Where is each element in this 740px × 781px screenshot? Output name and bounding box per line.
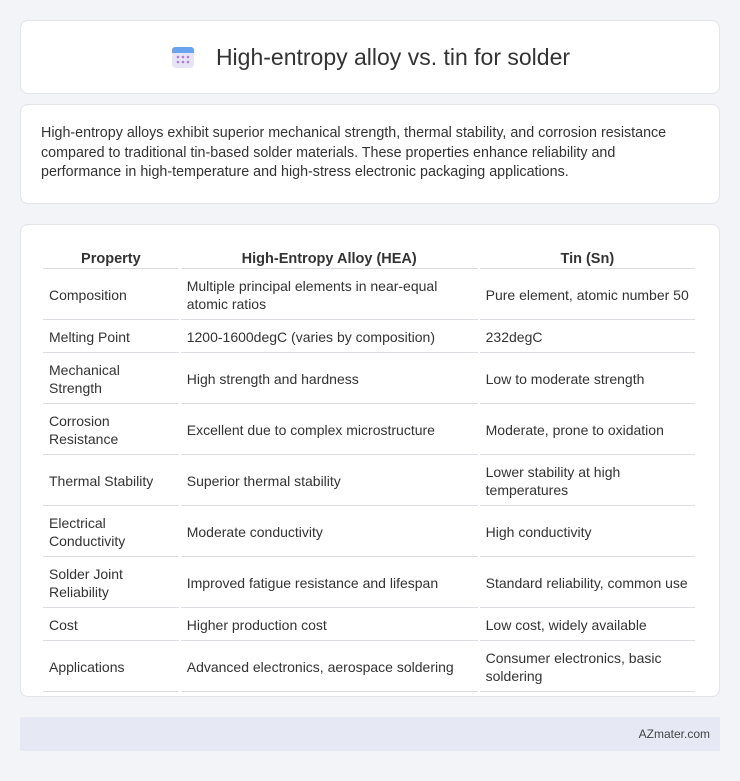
table-header-row (43, 247, 695, 269)
cell-tin: Standard reliability, common use (480, 559, 695, 608)
cell-tin: Pure element, atomic number 50 (480, 271, 695, 320)
table-row (43, 457, 695, 506)
header-hea: High-Entropy Alloy (HEA) (181, 247, 478, 269)
intro-text: High-entropy alloys exhibit superior mechanical strength, thermal stability, and corrosion resistance compared to traditional tin-based solder materials. These properties enhance reliability and performance in high-temperature and high-stress electronic packaging applications. (41, 125, 667, 180)
header-tin: Tin (Sn) (480, 247, 695, 269)
cell-hea: Superior thermal stability (181, 457, 478, 506)
table-row (43, 643, 695, 692)
cell-property: Corrosion Resistance (43, 406, 179, 455)
cell-property: Melting Point (43, 322, 179, 353)
cell-property: Cost (43, 610, 179, 641)
calendar-icon (170, 44, 196, 70)
table-row (43, 322, 695, 353)
table-row (43, 271, 695, 320)
table-row (43, 355, 695, 404)
cell-hea: Moderate conductivity (181, 508, 478, 557)
cell-hea: Multiple principal elements in near-equal atomic ratios (181, 271, 478, 320)
cell-hea: Advanced electronics, aerospace soldering (181, 643, 478, 692)
table-row (43, 610, 695, 641)
title-wrap (170, 44, 570, 71)
cell-tin: Low to moderate strength (480, 355, 695, 404)
cell-hea: Improved fatigue resistance and lifespan (181, 559, 478, 608)
cell-tin: Moderate, prone to oxidation (480, 406, 695, 455)
table-row (43, 559, 695, 608)
cell-hea: Excellent due to complex microstructure (181, 406, 478, 455)
cell-property: Thermal Stability (43, 457, 179, 506)
intro-card (20, 104, 720, 204)
comparison-table (41, 245, 697, 694)
title-card (20, 20, 720, 94)
cell-hea: 1200-1600degC (varies by composition) (181, 322, 478, 353)
cell-property: Mechanical Strength (43, 355, 179, 404)
cell-property: Applications (43, 643, 179, 692)
cell-tin: High conductivity (480, 508, 695, 557)
cell-tin: 232degC (480, 322, 695, 353)
cell-tin: Low cost, widely available (480, 610, 695, 641)
header-property: Property (43, 247, 179, 269)
cell-tin: Consumer electronics, basic soldering (480, 643, 695, 692)
cell-hea: High strength and hardness (181, 355, 478, 404)
page-title: High-entropy alloy vs. tin for solder (215, 43, 571, 70)
cell-property: Composition (43, 271, 179, 320)
cell-hea: Higher production cost (181, 610, 478, 641)
comparison-table-card (20, 224, 720, 697)
table-row (43, 406, 695, 455)
table-row (43, 508, 695, 557)
cell-tin: Lower stability at high temperatures (480, 457, 695, 506)
footer-text: AZmater.com (638, 727, 710, 741)
cell-property: Electrical Conductivity (43, 508, 179, 557)
footer (20, 717, 720, 751)
cell-property: Solder Joint Reliability (43, 559, 179, 608)
